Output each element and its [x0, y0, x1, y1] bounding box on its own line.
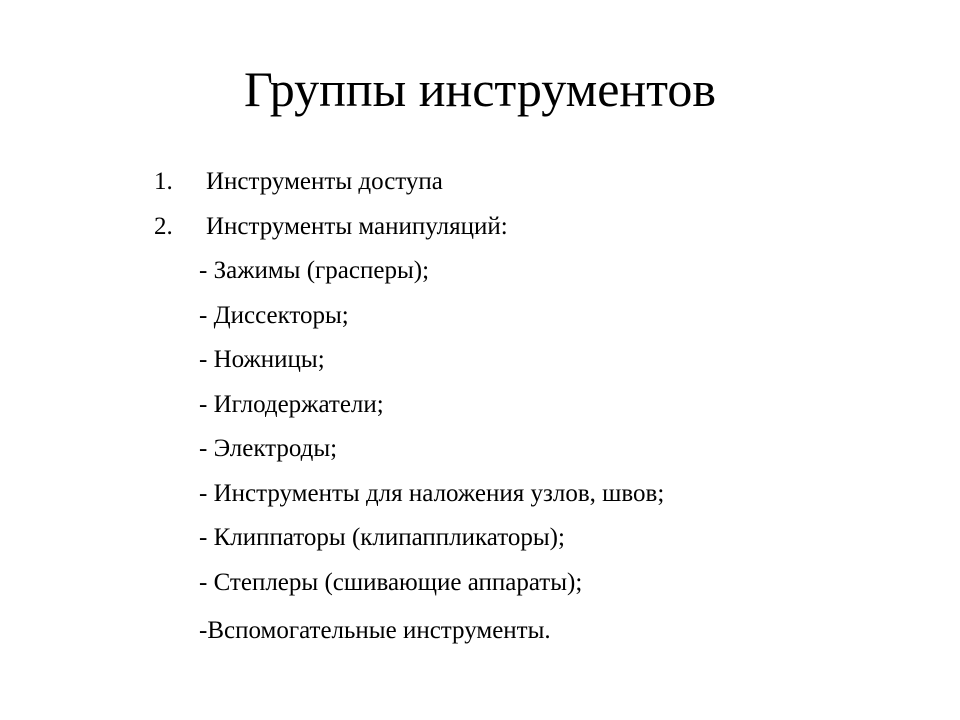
sub-item-clip-appliers: - Клиппаторы (клипаппликаторы);	[199, 524, 565, 551]
slide-title: Группы инструментов	[244, 61, 716, 117]
list-number-2: 2.	[154, 212, 173, 240]
sub-item-needle-holders: - Иглодержатели;	[199, 390, 384, 418]
sub-item-staplers: - Степлеры (сшивающие аппараты);	[199, 568, 583, 596]
sub-item-scissors: - Ножницы;	[199, 346, 325, 373]
list-text-2: Инструменты манипуляций:	[206, 212, 508, 240]
list-text-1: Инструменты доступа	[206, 168, 443, 195]
sub-item-electrodes: - Электроды;	[199, 435, 338, 462]
list-item-auxiliary: -Вспомогательные инструменты.	[199, 617, 551, 644]
sub-item-clamps: - Зажимы (грасперы);	[199, 257, 430, 284]
list-item-1	[154, 160, 874, 205]
list-number-1: 1.	[154, 168, 173, 195]
slide-content	[154, 160, 874, 654]
list-item-2	[154, 205, 874, 250]
sub-item-knot-tools: - Инструменты для наложения узлов, швов;	[199, 479, 665, 507]
sub-item-dissectors: - Диссекторы;	[199, 301, 349, 329]
